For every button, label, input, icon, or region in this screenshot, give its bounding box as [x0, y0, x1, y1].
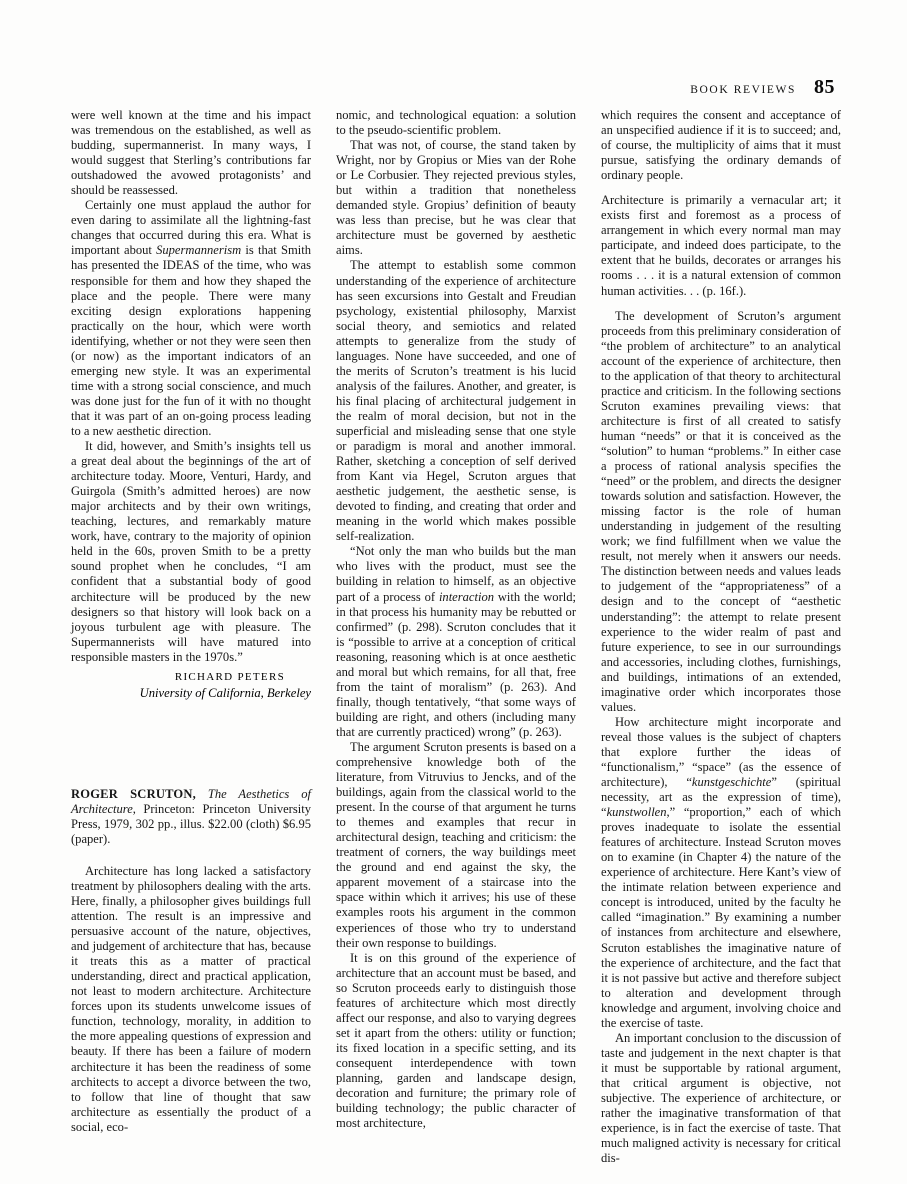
paragraph: That was not, of course, the stand taken by Wright, nor by Gropius or Mies van der Rohe or Le Corbusier. They rejected previous styles, but within a tradition that nonetheless demanded style. Gropius’ definition of beauty was less than precise, but he was clear that architecture must be governed by aesthetic aims. — [336, 138, 576, 258]
text-run: ,” “proportion,” each of which proves inadequate to isolate the essential features of architecture. Instead Scruton moves on to examine (in Chapter 4) the nature of the experience of architecture. Here Kant’s view of the intimate relation between experience and concept is introduced, united by the faculty he called “imagination.” By examining a number of instances from architecture and elsewhere, Scruton establishes the imaginative nature of the experience of architecture, and the fact that it is not passive but active and therefore subject to alteration and development through knowledge and argument, involving choice and the exercise of taste. — [601, 805, 841, 1030]
paragraph: An important conclusion to the discussion of taste and judgement in the next chapter is that it must be supportable by rational argument, that critical argument is objective, not subjective. The experience of architecture, or rather the imaginative transformation of that experience, is in fact the exercise of taste. That much maligned activity is necessary for critical dis- — [601, 1030, 841, 1166]
text-run: “Not only the man who builds but the man who lives with the product, must see the building in relation to himself, as an objective part of a process of — [336, 544, 576, 604]
italic-foreign-term: kunstgeschichte — [691, 775, 772, 790]
paragraph: The development of Scruton’s argument proceeds from this preliminary consideration of “the problem of architecture” to an analytical account of the experience of architecture, then to the application of that theory to architectural practice and criticism. In the following sections Scruton examines prevailing views: that architecture is first of all created to satisfy human “needs” or that it is conceived as the “solution” to human “problems.” In either case a process of rational analysis specifies the “need” or the problem, and directs the designer towards solution and satisfaction. However, the missing factor is the role of human understanding in judgement of the resulting work; we find fulfillment when we value the result, not merely when it answers our needs. The distinction between needs and values leads to judgement of the “appropriateness” of a design and to the concept of “aesthetic understanding”: the attempt to relate present experience to the wider realm of past and future experience, to see in our surroundings and accessories, including clothes, furnishings, and buildings, intimations of an extended, imaginative order which incorporates those values. — [601, 308, 841, 714]
paragraph: which requires the consent and acceptance of an unspecified audience if it is to succeed; and, of course, the multiplicity of aims that it must pursue, satisfying the ordinary demands of ordinary people. — [601, 108, 841, 183]
paragraph: The attempt to establish some common understanding of the experience of architecture has seen excursions into Gestalt and Freudian psychology, existential philosophy, Marxist social theory, and semiotics and related attempts to generalize from the study of languages. None have succeeded, and one of the merits of Scruton’s treatment is his lucid analysis of the failures. Another, and greater, is his final placing of architectural judgement in the realm of moral decision, but not in the superficial and misleading sense that one style or paradigm is moral and another immoral. Rather, sketching a conception of self derived from Kant via Hegel, Scruton argues that aesthetic judgement, the aesthetic sense, is devoted to finding, and creating that order and meaning in the world which makes possible self-realization. — [336, 258, 576, 544]
text-column-1 — [71, 108, 311, 1148]
paragraph: It did, however, and Smith’s insights tell us a great deal about the beginnings of the art of architecture today. Moore, Venturi, Hardy, and Guirgola (Smith’s admitted heroes) are now major architects and by their own writings, teaching, lectures, and remarkably mature work, have, contrary to the majority of opinion held in the 60s, proven Smith to be a pretty sound prophet when he concludes, “I am confident that a substantial body of good architecture will be produced by the new designers so that history will look back on a joyous turbulent age with pleasure. The Supermannerists will have matured into responsible masters in the 1970s.” — [71, 439, 311, 664]
paragraph: It is on this ground of the experience of architecture that an account must be based, and so Scruton proceeds early to distinguish those features of architecture which most directly affect our response, and also to varying degrees set it apart from the others: utility or function; its fixed location in a specific setting, and its consequent interdependence with town planning, garden and landscape design, decoration and furniture; the primary role of building technology; the public character of most architecture, — [336, 950, 576, 1131]
paragraph: nomic, and technological equation: a solution to the pseudo-scientific problem. — [336, 108, 576, 138]
reviewer-attribution — [71, 669, 311, 701]
running-head — [690, 76, 835, 99]
italic-book-title: Supermannerism — [156, 243, 242, 258]
book-citation — [71, 787, 311, 847]
text-column-2 — [336, 108, 576, 1148]
reviewer-name: RICHARD PETERS — [174, 670, 285, 683]
paragraph — [71, 198, 311, 439]
paragraph — [601, 715, 841, 1031]
paragraph — [336, 544, 576, 740]
page-number: 85 — [814, 76, 835, 98]
italic-emphasis: interaction — [438, 589, 494, 604]
running-head-title: BOOK REVIEWS — [690, 84, 796, 96]
text-run: Certainly one must applaud the author for even daring to assimilate all the lightning-fast changes that occurred during this era. What is important about — [71, 198, 311, 258]
paragraph: The argument Scruton presents is based on a comprehensive knowledge both of the literature, from Vitruvius to Jencks, and of the buildings, again from the classical world to the present. In the course of that argument he turns to themes and examples that recur in architectural design, teaching and criticism: the treatment of corners, the way buildings meet the ground and end against the sky, the apparent movement of a staircase into the space within which it arrives; his use of these examples roots his argument in the common experiences of those who try to understand their own response to buildings. — [336, 739, 576, 950]
citation-imprint: , Princeton: Princeton University Press, 1979, 302 pp., illus. $22.00 (cloth) $6.95 (paper). — [71, 801, 311, 846]
text-run: ” (spiritual necessity, art as the expression of time), “ — [601, 775, 841, 820]
reviewer-affiliation: University of California, Berkeley — [139, 685, 311, 700]
block-quotation: Architecture is primarily a vernacular art; it exists first and foremost as a process of arrangement in which every normal man may participate, and indeed does participate, to the extent that he builds, decorates or arranges his rooms . . . it is a natural extension of common human activities. . . (p. 16f.). — [601, 193, 841, 298]
italic-foreign-term: kunstwollen — [606, 805, 667, 820]
text-run: with the world; in that process his humanity may be rebutted or confirmed” (p. 298). Scruton concludes that it is “possible to arrive at a conception of critical reasoning, reasoning which is at once aesthetic and moral but which remains, for all that, free from the taint of moralism” (p. 263). And finally, though tentatively, “that some ways of building are right, and others (including many that are currently practiced) wrong” (p. 263). — [336, 589, 576, 739]
text-run: is that Smith has presented the IDEAS of the time, who was responsible for them and how they shaped the place and the people. There were many exciting design explorations happening practically on the hour, which were worth identifying, whether or not they were seen then (or now) as the important indicators of an emerging new style. It was an experimental time with a strong social conscience, and much was done just for the fun of it with no thought that it was part of an on-going process leading to a new aesthetic direction. — [71, 243, 311, 438]
citation-author: ROGER SCRUTON, — [71, 786, 196, 801]
paragraph: were well known at the time and his impact was tremendous on the established, as well as budding, supermannerist. In many ways, I would suggest that Sterling’s contributions far outshadowed the avowed protagonists’ and should be reassessed. — [71, 108, 311, 198]
text-column-3 — [601, 108, 841, 1166]
column-grid — [71, 108, 841, 1166]
citation-title: The Aesthetics of Architecture — [71, 786, 311, 816]
text-run: How architecture might incorporate and reveal those values is the subject of chapters that explore further the ideas of “functionalism,” “space” (as the essence of architecture), “ — [601, 714, 841, 790]
paragraph: Architecture has long lacked a satisfactory treatment by philosophers dealing with the arts. Here, finally, a philosopher gives buildings full attention. The result is an impressive and persuasive account of the nature, objectives, and judgement of architecture that has, because it treats this as a matter of practical understanding, direct and practical application, not least to modern architecture. Architecture forces upon its students unwelcome issues of function, technology, morality, in addition to the more appealing questions of expression and beauty. If there has been a failure of modern architecture it has been the readiness of some architects to accept a divorce between the two, to follow that line of thought that saw architecture as essentially the product of a social, eco- — [71, 863, 311, 1134]
